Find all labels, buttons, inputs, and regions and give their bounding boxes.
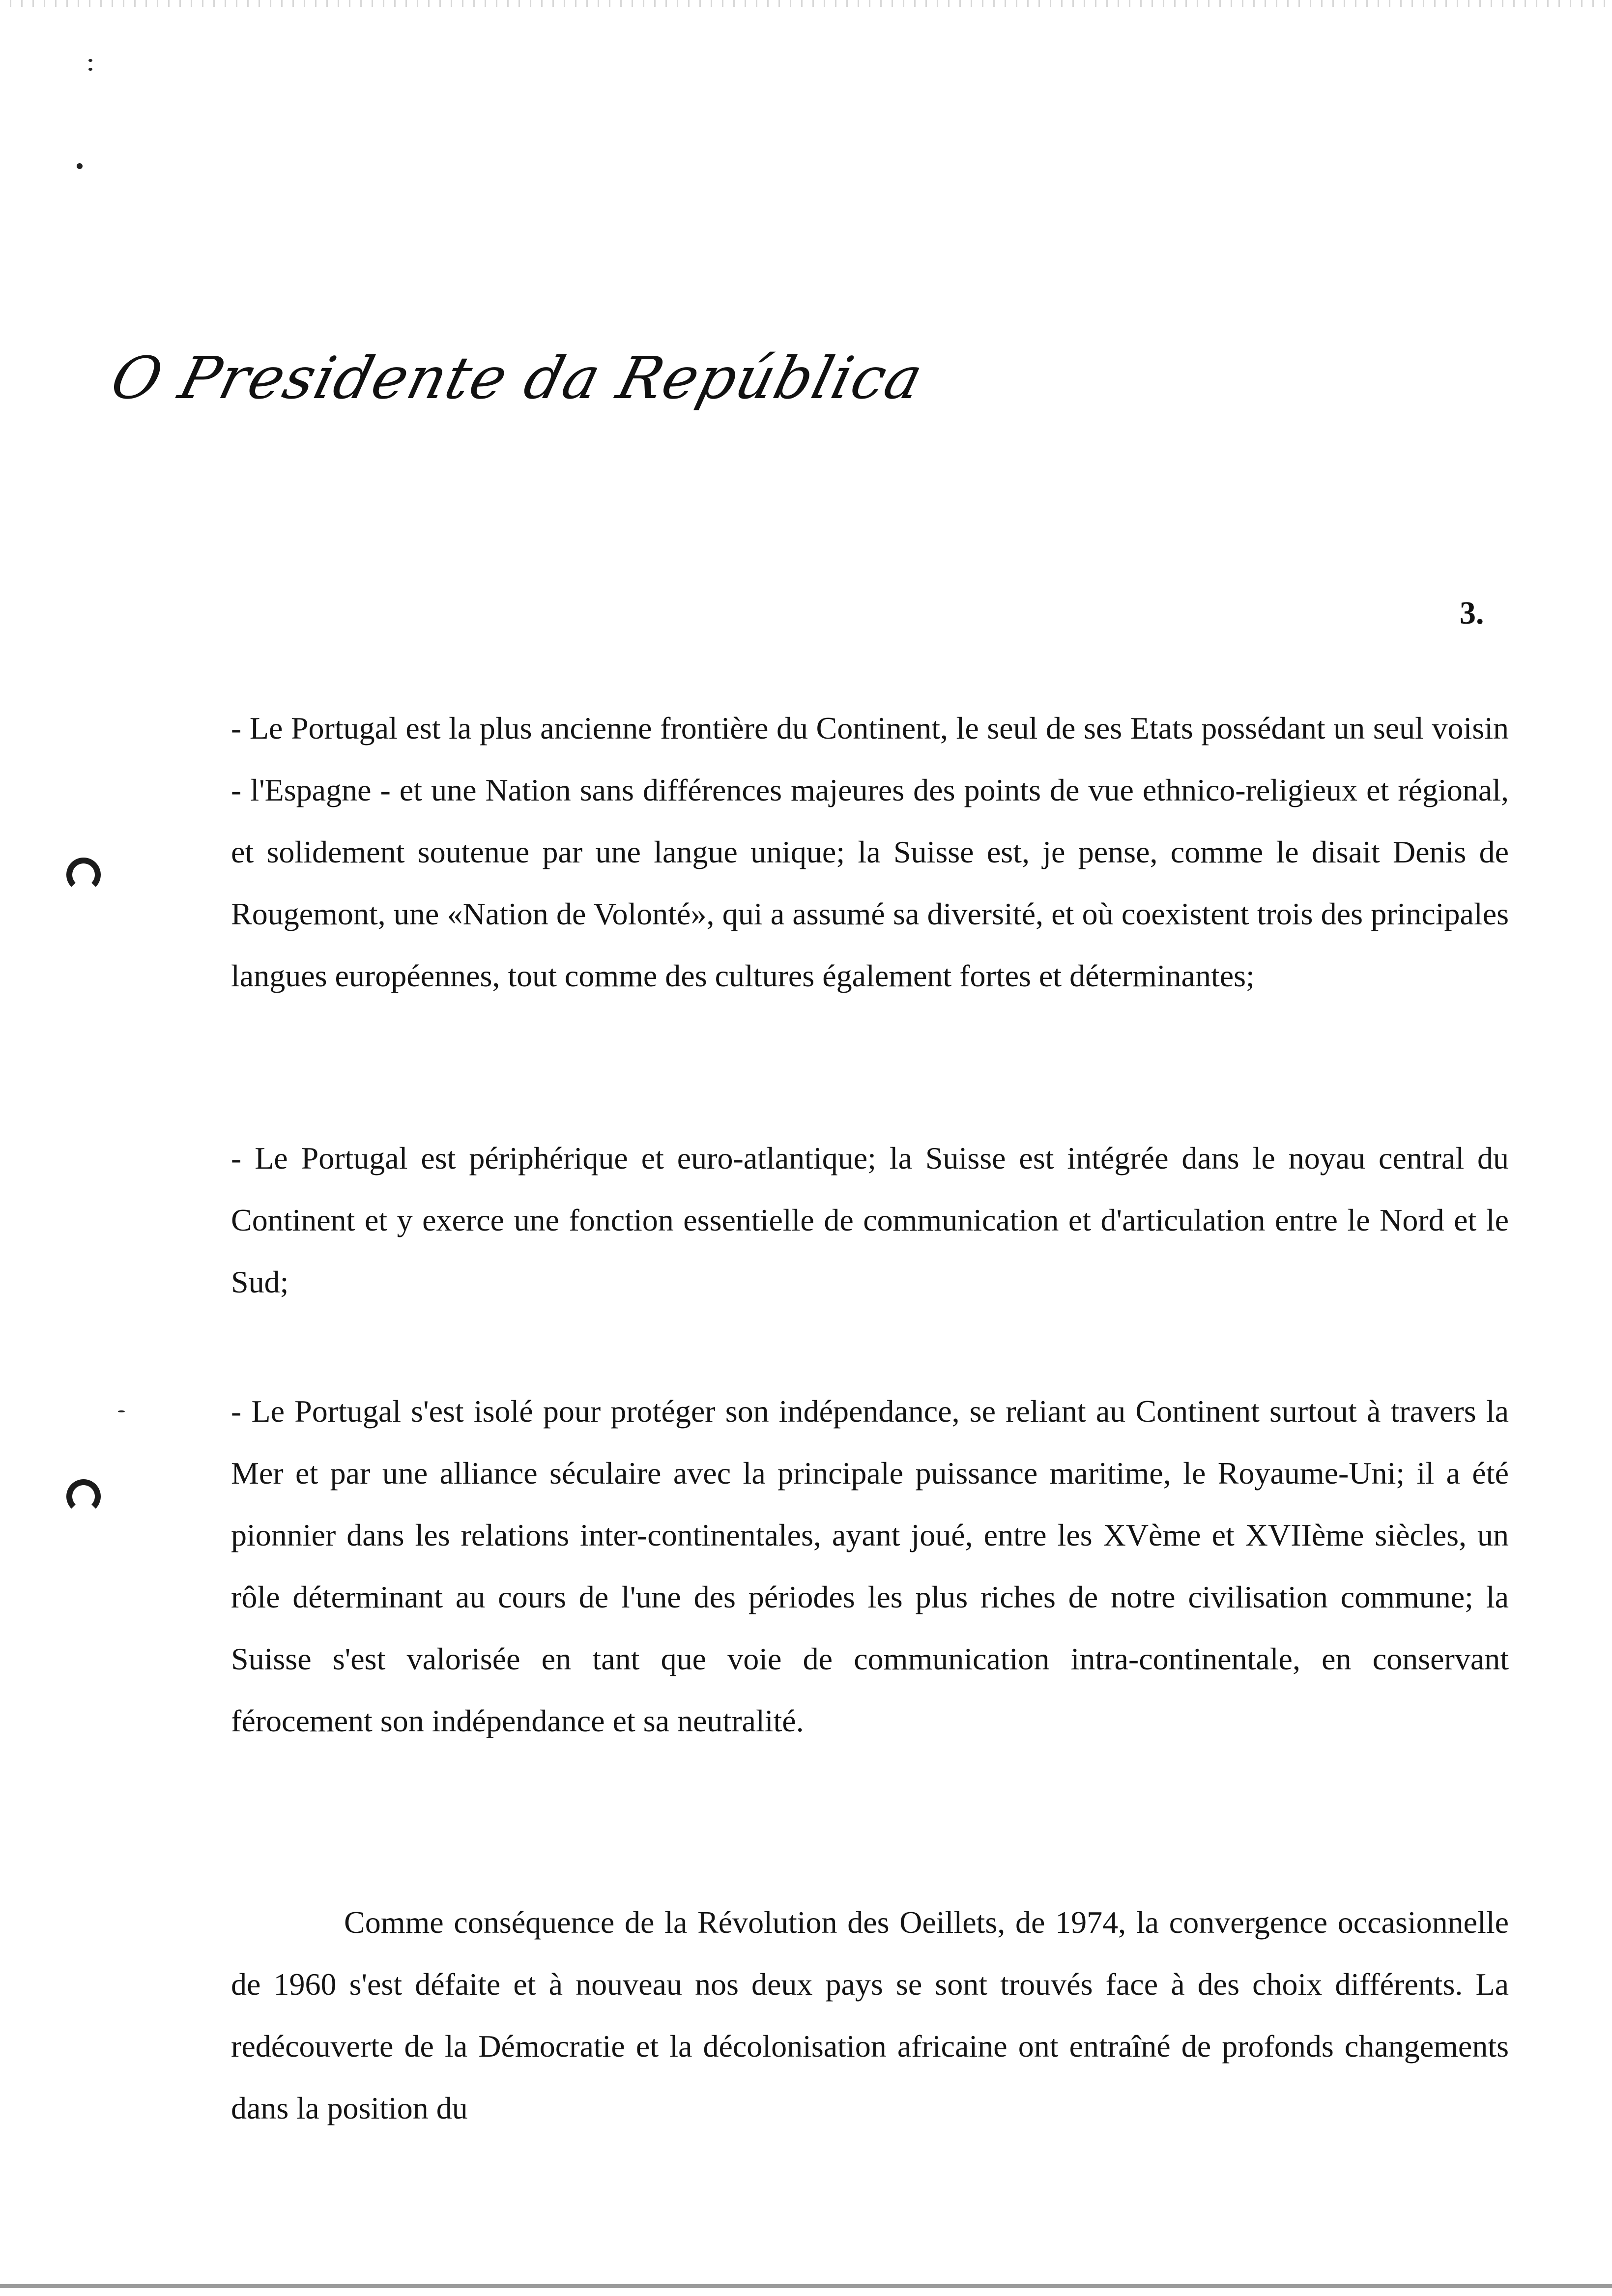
punch-hole-mark [66,858,101,892]
page-number: 3. [1460,595,1484,631]
paragraph-portugal-peripheral: - Le Portugal est périphérique et euro-atlantique; la Suisse est intégrée dans le noyau central du Continent et y exerce une fonction essentielle de communication et d'articulation entre le Nord et le Sud; [231,1141,1509,1299]
scan-speck [88,68,92,71]
scan-edge-bottom [0,2284,1612,2288]
scan-edge-top [0,0,1612,7]
paragraph-portugal-isolation: - Le Portugal s'est isolé pour protéger son indépendance, se reliant au Continent surtout à travers la Mer et par une alliance séculaire avec la principale puissance maritime, le Royaume-Uni; il a été pionnier dans les relations inter-continentales, ayant joué, entre les XVème et XVIIème siècles, un rôle déterminant au cours de l'une des périodes les plus riches de notre civilisation commune; la Suisse s'est valorisée en tant que voie de communication intra-continentale, en conservant férocement son indépendance et sa neutralité. [231,1394,1509,1738]
scan-speck [77,163,83,169]
scan-speck [118,1410,125,1412]
letterhead-title: O Presidente da República [104,344,930,412]
punch-hole-mark [66,1479,101,1514]
scan-speck [88,59,92,62]
paragraph-portugal-frontier: - Le Portugal est la plus ancienne frontière du Continent, le seul de ses Etats possédant un seul voisin - l'Espagne - et une Nation sans différences majeures des points de vue ethnico-religieux et régional, et solidement soutenue par une langue unique; la Suisse est, je pense, comme le disait Denis de Rougemont, une «Nation de Volonté», qui a assumé sa diversité, et où coexistent trois des principales langues européennes, tout comme des cultures également fortes et déterminantes; [231,711,1509,993]
paragraph-carnation-revolution: Comme conséquence de la Révolution des Oeillets, de 1974, la convergence occasionnelle de 1960 s'est défaite et à nouveau nos deux pays se sont trouvés face à des choix différents. La redécouverte de la Démocratie et la décolonisation africaine ont entraîné de profonds changements dans la position du [231,1905,1509,2125]
